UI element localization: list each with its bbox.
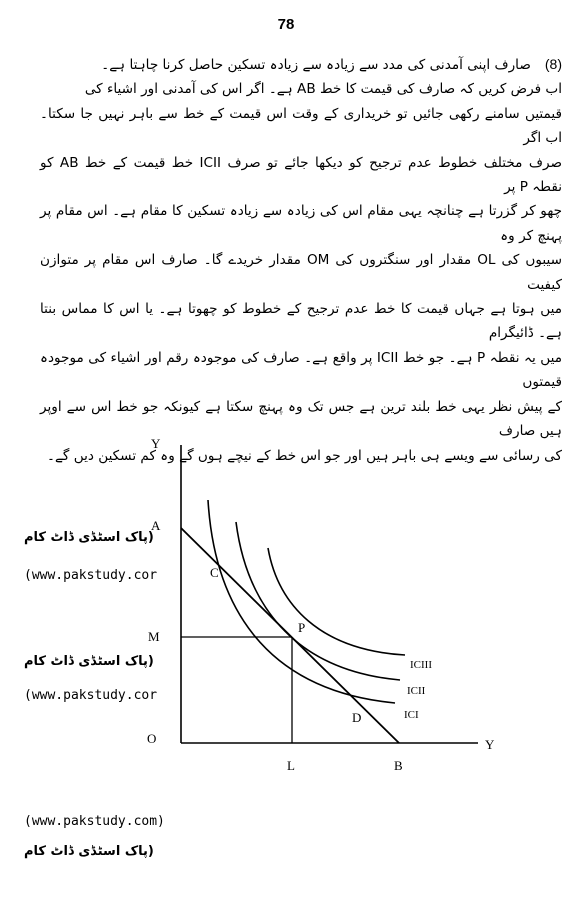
point-p-label: P bbox=[298, 620, 306, 635]
paragraph-line-10: کی رسائی سے ویسے ہی باہر ہیں اور جو اس خط کے نیچے ہوں گے وہ کم تسکین دیں گے۔ bbox=[47, 447, 562, 464]
page-number: 78 bbox=[277, 16, 295, 33]
paragraph-line-5: چھو کر گزرتا ہے چنانچہ یہی مقام اس کی زیادہ سے زیادہ تسکین کا مقام ہے۔ اس مقام پر پہنچ کر وہ bbox=[40, 203, 562, 244]
indifference-curve-ici bbox=[208, 500, 395, 703]
point-m-label: M bbox=[148, 629, 160, 644]
indifference-curve-icii bbox=[236, 522, 400, 680]
paragraph-line-8: میں یہ نقطہ P ہے۔ جو خط ICII پر واقع ہے۔ صارف کی موجودہ رقم اور اشیاء کی موجودہ قیمتوں bbox=[40, 349, 562, 391]
paragraph-line-1: (8)صارف اپنی آمدنی کی مدد سے زیادہ سے زیادہ تسکین حاصل کرنا چاہتا ہے۔ bbox=[40, 52, 562, 77]
curve-label-ici: ICI bbox=[404, 709, 419, 721]
paragraph-line-3: قیمتیں سامنے رکھی جائیں تو خریداری کے وقت اس قیمت کے خط سے باہر نہیں جا سکتا۔ اب اگر bbox=[40, 105, 562, 147]
curve-label-icii: ICII bbox=[407, 685, 426, 697]
point-b-label: B bbox=[394, 758, 403, 773]
y-axis-label: Y bbox=[151, 436, 161, 451]
watermark-url-3: (www.pakstudy.com) bbox=[24, 814, 165, 829]
point-a-label: A bbox=[151, 518, 161, 533]
point-d-label: D bbox=[352, 710, 362, 725]
x-axis-label: Y bbox=[485, 737, 495, 752]
paragraph-line-2: اب فرض کریں کہ صارف کی قیمت کا خط AB ہے۔ اگر اس کی آمدنی اور اشیاء کی bbox=[84, 81, 562, 98]
watermark-urdu-3: (پاک اسٹڈی ڈاٹ کام bbox=[24, 844, 154, 859]
paragraph-line-9: کے پیش نظر یہی خط بلند ترین ہے جس تک وہ پہنچ سکتا ہے کیونکہ جو خط اس سے اوپر ہیں صارف bbox=[40, 398, 562, 440]
item-number: (8) bbox=[544, 56, 562, 72]
paragraph-line-7: میں ہوتا ہے جہاں قیمت کا خط عدم ترجیح کے خطوط کو چھوتا ہے۔ یا اس کا مماس بنتا ہے۔ ڈائیگرام bbox=[40, 301, 562, 342]
point-l-label: L bbox=[287, 758, 295, 773]
point-c-label: C bbox=[210, 565, 219, 580]
watermark-url-1: (www.pakstudy.cor bbox=[24, 568, 158, 583]
paragraph-line-4: صرف مختلف خطوط عدم ترجیح کو دیکھا جائے تو صرف ICII خط قیمت کے خط AB کو نقطہ P پر bbox=[40, 154, 562, 196]
paragraph-line-6: سیبوں کی OL مقدار اور سنگتروں کی OM مقدار خریدے گا۔ صارف اس مقام پر متوازن کیفیت bbox=[40, 252, 562, 293]
curve-label-iciii: ICIII bbox=[410, 659, 432, 671]
origin-label: O bbox=[147, 731, 157, 746]
watermark-urdu-1: (پاک اسٹڈی ڈاٹ کام bbox=[24, 530, 154, 545]
watermark-url-2: (www.pakstudy.cor bbox=[24, 688, 158, 703]
indifference-curve-iciii bbox=[268, 548, 405, 655]
watermark-urdu-2: (پاک اسٹڈی ڈاٹ کام bbox=[24, 654, 154, 669]
